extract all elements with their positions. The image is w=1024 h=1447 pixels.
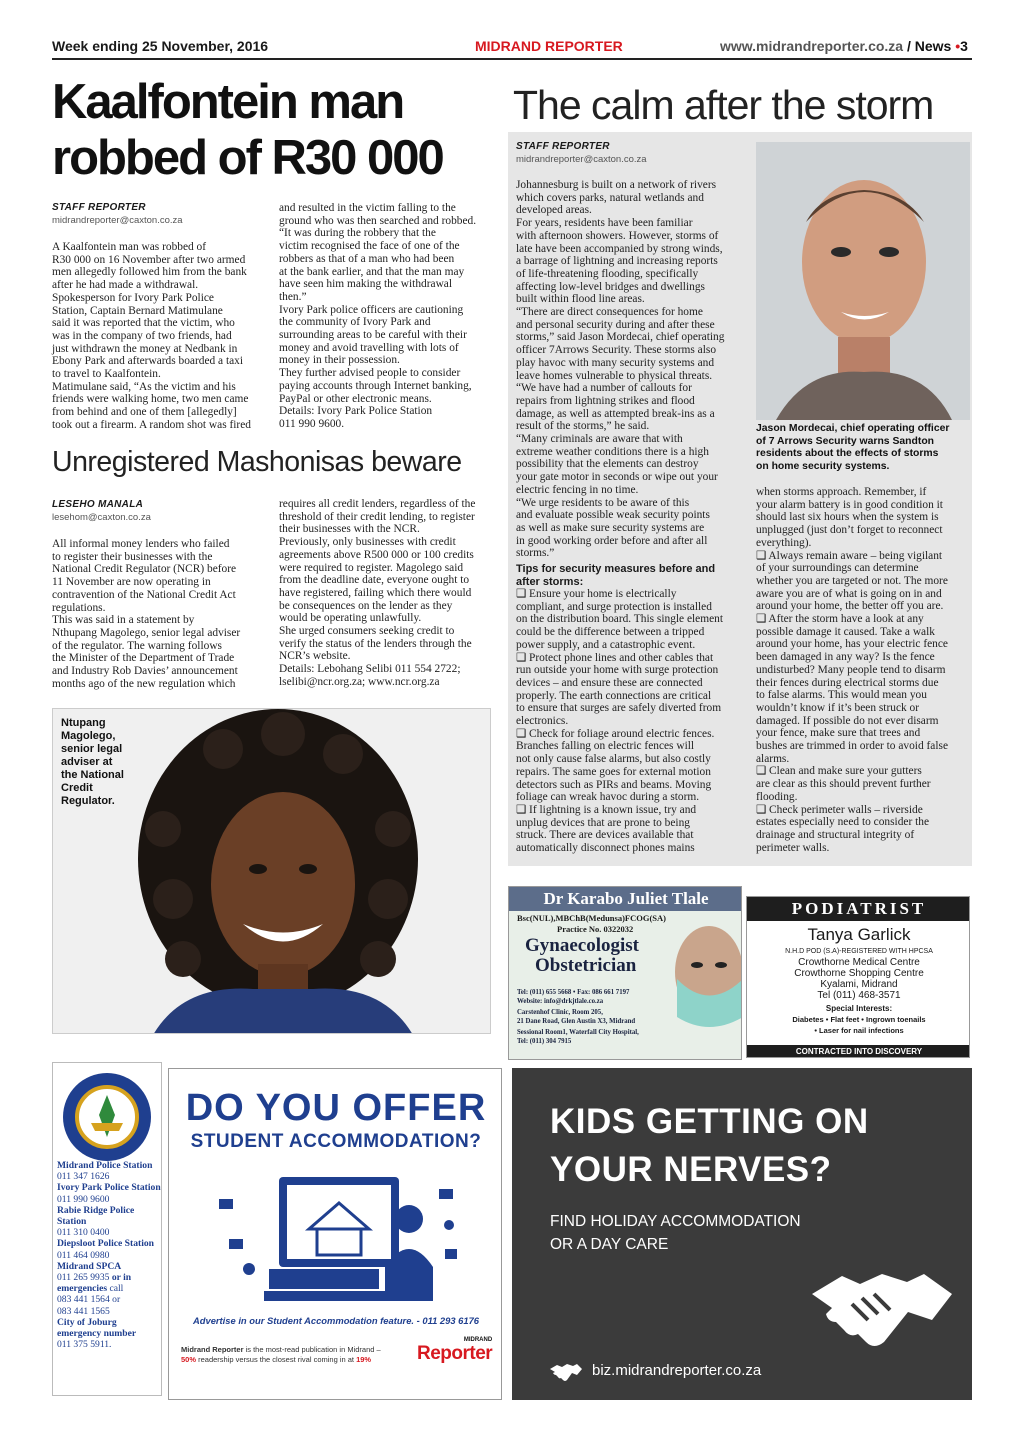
kids-headline: KIDS GETTING ON YOUR NERVES? [550,1102,869,1189]
gynae-practice: Practice No. 0322032 [557,924,634,934]
emergency-contacts-box [52,1062,162,1396]
kids-url[interactable]: biz.midrandreporter.co.za [592,1362,762,1379]
tips-heading: Tips for security measures before and after storms: [516,563,716,588]
article1-col1: A Kaalfontein man was robbed of R30 000 on 16 November after two armed men allegedly followed him from the bank after he had made a withdrawal. Spokesperson for Ivory Park Police Station, Captain Bernard Matimulane said it was reported that the victim, who was in the company of two friends, had just withdrawn the money at Nedbank in Ebony Park and afterwards boarded a taxi to travel to Kaalfontein. Matimulane said, “As the victim and his friends were walking home, two men came from behind and one of them [allegedly] took out a firearm. A random shot was fired [52,241,251,431]
header-rule [52,58,972,60]
saps-badge-icon [61,1071,153,1163]
student-cta[interactable]: Advertise in our Student Accommodation feature. - 011 293 6176 [192,1315,480,1326]
article1-headline: Kaalfontein man robbed of R30 000 [52,75,443,185]
podiatrist-details: N.H.D POD (S.A)-REGISTERED WITH HPCSA Crowthorne Medical Centre Crowthorne Shopping Centre Kyalami, Midrand Tel (011) 468-3571 Special Interests: Diabetes • Flat feet • Ingrown toenails • Laser for nail infections [785,948,933,1035]
gynae-contacts: Tel: (011) 655 5668 • Fax: 086 661 7197 Website: info@drkjtlale.co.za Carstenhof Clinic, Room 205, 21 Dane Road, Glen Austin X3, Midrand Sessional Room1, Waterfall City Hospital, Tel: (011) 304 7915 [517,989,639,1045]
mordecai-caption: Jason Mordecai, chief operating officer of 7 Arrows Security warns Sandton residents about the effects of storms on home security systems. [756,423,950,472]
midrand-reporter-logo: MIDRAND Reporter [417,1337,493,1364]
gynae-name: Dr Karabo Juliet Tlale [509,887,742,911]
ad-podiatrist[interactable] [746,896,970,1058]
article1-byline: STAFF REPORTER [52,202,146,213]
article3-col1: Johannesburg is built on a network of rivers which covers parks, natural wetlands and developed areas. For years, residents have been familiar with afternoon showers. However, storms of late have been accompanied by strong winds, a barrage of lightning and increasing reports of life-threatening flooding, specifically affecting low-level bridges and dwellings built within flood line areas. “There are direct consequences for home and personal security during and after these storms,” said Jason Mordecai, chief operating officer 7Arrows Security. These storms also play havoc with many security systems and leave homes vulnerable to physical threats. “We have had a number of callouts for repairs from lightning strikes and flood damage, as well as attempted break-ins as a result of the storms,” he said. “Many criminals are aware that with extreme weather conditions there is a high possibility that the elements can destroy your gate motor in seconds or wipe out your electric fencing in no time. “We urge residents to be aware of this and evaluate possible weak security points as well as make sure security systems are in good working order before and after all storms.” [516,179,725,560]
phone-midrand-police[interactable]: 011 347 1626 [57,1171,110,1183]
article3-tips: ❑ Ensure your home is electrically compliant, and surge protection is installed on the distribution board. This single element could be the difference between a tripped power supply, and a catastrophic event. ❑ Protect phone lines and other cables that run outside your home with surge protection devices – and ensure these are connected properly. The earth connections are critical to ensure that surges are safely diverted from electronics. ❑ Check for foliage around electric fences. Branches falling on electric fences will not only cause false alarms, but also costly repairs. The same goes for external motion detectors such as PIRs and beams. Moving foliage can wreak havoc during a storm. ❑ If lightning is a known issue, try and unplug devices that are prone to being struck. There are devices available that automatically disconnect phones mains [516,588,724,855]
gynae-title1: Gynaecologist [525,935,639,956]
magolego-photo [52,708,491,1034]
section-label: / News [906,38,952,54]
ad-student-accommodation[interactable] [168,1068,502,1400]
article3-headline: The calm after the storm [513,82,934,128]
website-url[interactable]: www.midrandreporter.co.za [720,38,904,54]
issue-date: Week ending 25 November, 2016 [52,38,269,54]
article2-email[interactable]: lesehom@caxton.co.za [52,512,151,523]
kids-subline: FIND HOLIDAY ACCOMMODATION OR A DAY CARE [550,1213,801,1253]
emergency-list: Midrand Police Station 011 347 1626 Ivory Park Police Station 011 990 9600 Rabie Ridge Police Station 011 310 0400 Diepsloot Police Station 011 464 0980 Midrand SPCA 011 265 9935 or in emergencies call 083 441 1564 or 083 441 1565 City of Joburg emergency number 011 375 5911. [57,1160,161,1351]
header-website: www.midrandreporter.co.za / News •3 [720,38,968,54]
handshake-icon [812,1264,952,1354]
magolego-caption: Ntupang Magolego, senior legal adviser at the National Credit Regulator. [61,717,124,807]
podiatrist-footer: CONTRACTED INTO DISCOVERY [747,1045,970,1058]
article2-col2: requires all credit lenders, regardless of the threshold of their credit lending, to register their businesses with the NCR. Previously, only businesses with credit agreements above R500 000 or 100 credits were required to register. Magolego said from the deadline date, everyone ought to have registered, failing which there would be consequences on the lender as they would be operating unlawfully. She urged consumers seeking credit to verify the status of the lenders through the NCR’s website. Details: Lebohang Selibi 011 554 2722; lselibi@ncr.org.za; www.ncr.org.za [279,498,476,688]
readership-note: Midrand Reporter is the most-read publication in Midrand – 50% readership versus the closest rival coming in at 19% [181,1345,381,1364]
ad-gynaecologist[interactable] [508,886,742,1060]
doctor-mask-icon [669,917,742,1037]
article2-col1: All informal money lenders who failed to register their businesses with the National Credit Regulator (NCR) before 11 November are now operating in contravention of the National Credit Act regulations. This was said in a statement by Nthupang Magolego, senior legal adviser of the regulator. The warning follows the Minister of the Department of Trade and Industry Rob Davies’ announcement months ago of the new regulation which [52,538,241,690]
phone-diepsloot-police[interactable]: 011 464 0980 [57,1249,110,1261]
page-number: 3 [960,38,968,54]
mordecai-photo [756,142,970,420]
gynae-quals: Bsc(NUL),MBChB(Medunsa)FCOG(SA) [517,913,666,923]
student-line1: DO YOU OFFER [185,1087,487,1129]
phone-rabie-ridge-police[interactable]: 011 310 0400 [57,1227,110,1239]
podiatrist-heading: PODIATRIST [747,897,970,921]
ad-kids-nerves[interactable] [512,1068,972,1400]
phone-joburg-emergency[interactable]: 011 375 5911. [57,1339,112,1351]
portrait-illustration-icon [756,142,970,420]
article3-email[interactable]: midrandreporter@caxton.co.za [516,154,647,165]
publication-name: MIDRAND REPORTER [475,38,623,54]
student-computer-icon [209,1169,463,1305]
article2-headline: Unregistered Mashonisas beware [52,446,462,478]
article1-col2: and resulted in the victim falling to the ground who was then searched and robbed. “It was during the robbery that the victim recognised the face of one of the robbers as that of a man who had been at the bank earlier, and that the man may have seen him making the withdrawal then.” Ivory Park police officers are cautioning the community of Ivory Park and surrounding areas to be careful with their money and avoid travelling with lots of money in their possession. They further advised people to consider paying accounts through Internet banking, PayPal or other electronic means. Details: Ivory Park Police Station 011 990 9600. [279,202,477,430]
phone-ivory-park-police[interactable]: 011 990 9600 [57,1193,110,1205]
article2-byline: LESEHO MANALA [52,499,144,510]
handshake-small-icon [550,1362,582,1382]
podiatrist-name: Tanya Garlick [807,925,911,944]
article3-col2: when storms approach. Remember, if your alarm battery is in good condition it should last six hours when the system is unplugged (just don’t forget to reconnect everything). ❑ Always remain aware – being vigilant of your surroundings can determine whether you are targeted or not. The more aware you are of what is going on in and around your home, the better off you are. ❑ After the storm have a look at any possible damage it caused. Take a walk around your home, has your electric fence been damaged in any way? Is the fence undisturbed? Many people tend to disarm their fences during electrical storms due to false alarms. This would mean you wouldn’t know if it’s been struck or damaged. If possible do not ever disarm your fence, make sure that trees and bushes are trimmed in order to avoid false alarms. ❑ Clean and make sure your gutters are clear as this should prevent further flooding. ❑ Check perimeter walls – riverside estates especially need to consider the drainage and structural integrity of perimeter walls. [756,486,949,854]
article3-byline: STAFF REPORTER [516,141,610,152]
phone-spca[interactable]: 011 265 9935 [57,1272,110,1284]
gynae-title2: Obstetrician [535,955,637,976]
student-line2: STUDENT ACCOMMODATION? [190,1131,482,1152]
article1-email[interactable]: midrandreporter@caxton.co.za [52,215,183,226]
